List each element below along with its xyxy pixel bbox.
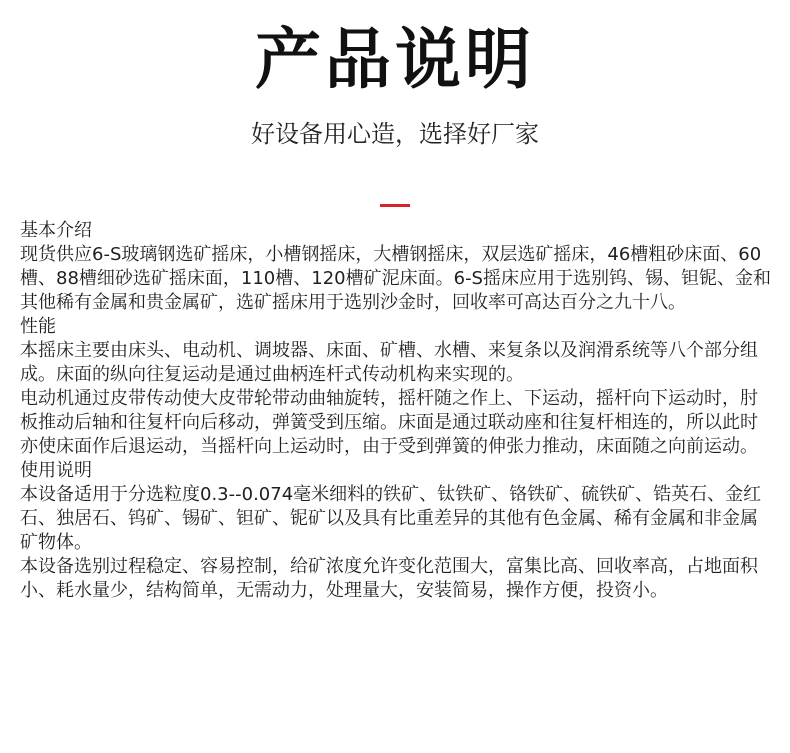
- section-paragraph: 本设备选别过程稳定、容易控制，给矿浓度允许变化范围大，富集比高、回收率高，占地面积小、耗水量少，结构简单，无需动力，处理量大，安装简易，操作方便，投资小。: [20, 556, 758, 601]
- section-heading-usage: 使用说明: [20, 460, 92, 481]
- section-paragraph: 电动机通过皮带传动使大皮带轮带动曲轴旋转，摇杆随之作上、下运动，摇杆向下运动时，肘板推动后轴和往复杆向后移动，弹簧受到压缩。床面是通过联动座和往复杆相连的，所以此时亦使床面作后退运动，当摇杆向上运动时，由于受到弹簧的伸张力推动，床面随之向前运动。: [20, 388, 758, 457]
- section-heading-intro: 基本介绍: [20, 220, 92, 241]
- section-heading-performance: 性能: [20, 316, 56, 337]
- product-description: [20, 219, 775, 603]
- section-paragraph: 本设备适用于分选粒度0.3--0.074毫米细料的铁矿、钛铁矿、铬铁矿、硫铁矿、锆英石、金红石、独居石、钨矿、锡矿、钽矿、铌矿以及具有比重差异的其他有色金属、稀有金属和非金属矿物体。: [20, 484, 762, 553]
- accent-divider: [380, 204, 410, 207]
- section-paragraph: 本摇床主要由床头、电动机、调坡器、床面、矿槽、水槽、来复条以及润滑系统等八个部分组成。床面的纵向往复运动是通过曲柄连杆式传动机构来实现的。: [20, 340, 758, 385]
- section-paragraph: 现货供应6-S玻璃钢选矿摇床，小槽钢摇床，大槽钢摇床，双层选矿摇床，46槽粗砂床面、60槽、88槽细砂选矿摇床面，110槽、120槽矿泥床面。6-S摇床应用于选别钨、锡、钽铌、金和其他稀有金属和贵金属矿，选矿摇床用于选别沙金时，回收率可高达百分之九十八。: [20, 244, 771, 313]
- page-title: 产品说明: [255, 21, 535, 98]
- page-subtitle: 好设备用心造，选择好厂家: [251, 120, 539, 148]
